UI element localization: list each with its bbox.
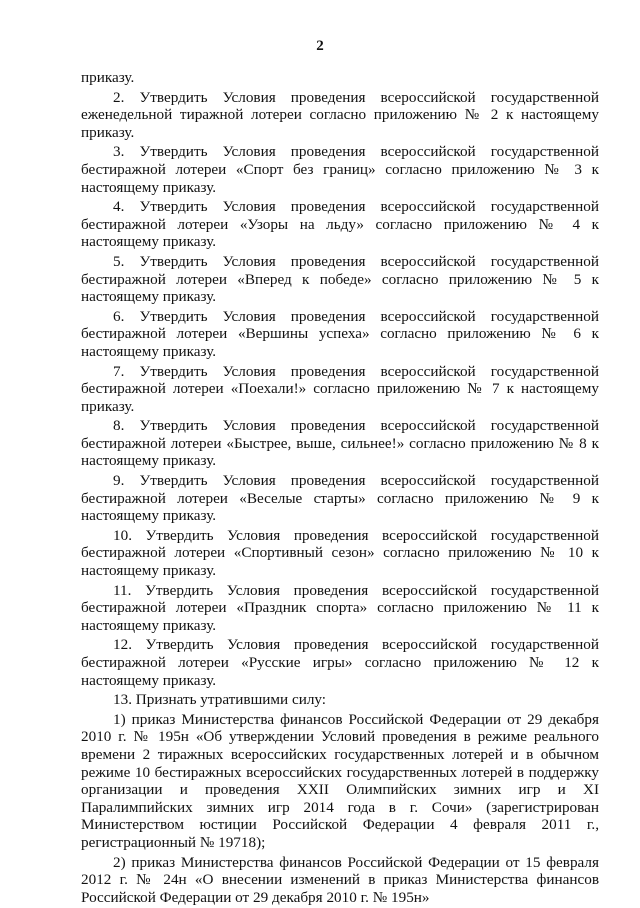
paragraph-13: 13. Признать утратившими силу: (113, 691, 327, 709)
paragraph-10: 10. Утвердить Условия проведения всероссийской государственной бестиражной лотереи «Спортивный сезон» согласно приложению № 10 к настоящему приказу. (81, 526, 599, 580)
page-number: 2 (316, 38, 324, 54)
paragraph-9: 9. Утвердить Условия проведения всероссийской государственной бестиражной лотереи «Веселые старты» согласно приложению № 9 к настоящему приказу. (81, 472, 599, 525)
paragraph-11: 11. Утвердить Условия проведения всероссийской государственной бестиражной лотереи «Праздник спорта» согласно приложению № 11 к настоящему приказу. (81, 581, 599, 634)
paragraph-4: 4. Утвердить Условия проведения всероссийской государственной бестиражной лотереи «Узоры на льду» согласно приложению № 4 к настоящему приказу. (81, 198, 599, 251)
paragraph-3: 3. Утвердить Условия проведения всероссийской государственной бестиражной лотереи «Спорт без границ» согласно приложению № 3 к настоящему приказу. (81, 143, 599, 196)
paragraph-12: 12. Утвердить Условия проведения всероссийской государственной бестиражной лотереи «Русские игры» согласно приложению № 12 к настоящему приказу. (81, 636, 599, 689)
document-body (81, 69, 599, 908)
subitem-1: 1) приказ Министерства финансов Российской Федерации от 29 декабря 2010 г. № 195н «Об утверждении Условий проведения в режиме реального времени 2 тиражных всероссийских государственных лотерей и в обычном режиме 10 бестиражных всероссийских государственных лотерей в поддержку организации и проведения XXII Олимпийских зимних игр и XI Паралимпийских зимних игр 2014 года в г. Сочи» (зарегистрирован Министерством юстиции Российской Федерации 4 февраля 2011 г., регистрационный № 19718); (81, 710, 599, 851)
paragraph-5: 5. Утвердить Условия проведения всероссийской государственной бестиражной лотереи «Вперед к победе» согласно приложению № 5 к настоящему приказу. (81, 252, 599, 306)
subitem-2: 2) приказ Министерства финансов Российской Федерации от 15 февраля 2012 г. № 24н «О внесении изменений в приказ Министерства финансов Российской Федерации от 29 декабря 2010 г. № 195н» (81, 853, 599, 906)
paragraph-6: 6. Утвердить Условия проведения всероссийской государственной бестиражной лотереи «Вершины успеха» согласно приложению № 6 к настоящему приказу. (81, 307, 599, 360)
paragraph-2: 2. Утвердить Условия проведения всероссийской государственной еженедельной тиражной лотереи согласно приложению № 2 к настоящему приказу. (81, 88, 599, 141)
lead-fragment: приказу. (81, 69, 135, 86)
paragraph-8: 8. Утвердить Условия проведения всероссийской государственной бестиражной лотереи «Быстрее, выше, сильнее!» согласно приложению № 8 к настоящему приказу. (81, 417, 599, 470)
paragraph-7: 7. Утвердить Условия проведения всероссийской государственной бестиражной лотереи «Поехали!» согласно приложению № 7 к настоящему приказу. (81, 362, 599, 415)
